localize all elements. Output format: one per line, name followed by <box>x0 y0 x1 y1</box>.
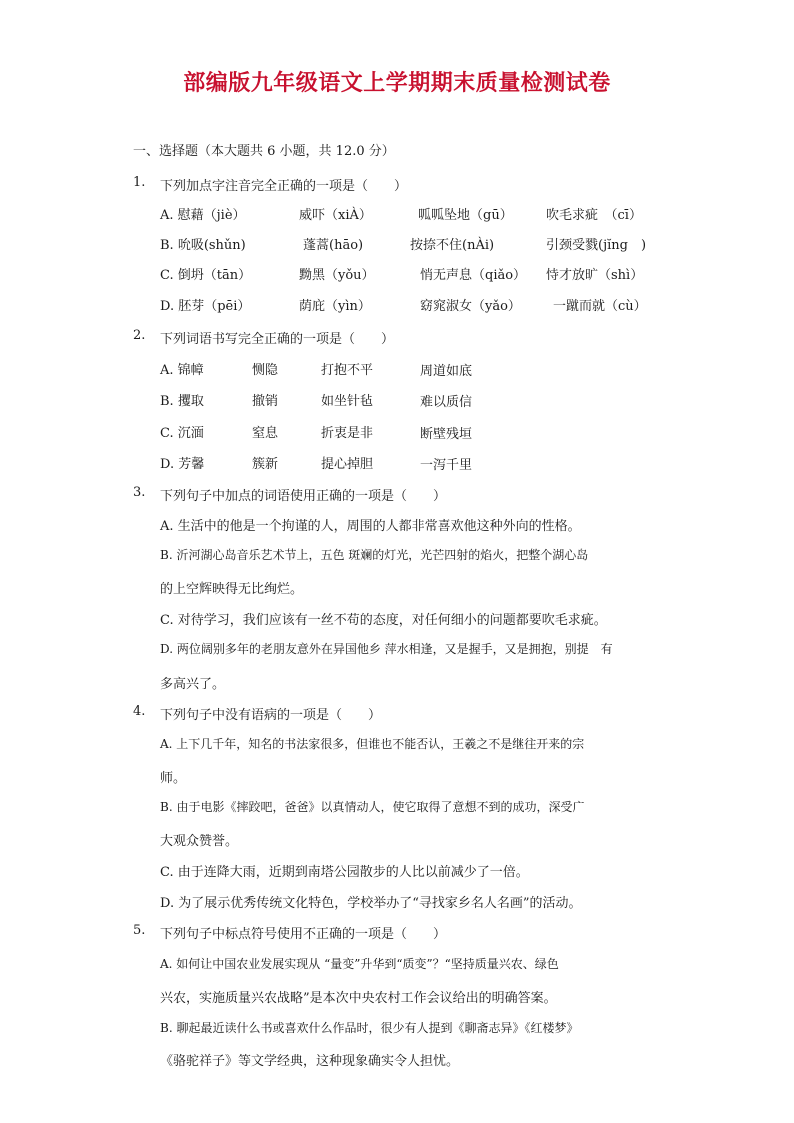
option-a-line-2: 兴农，实施质量兴农战略”是本次中央农村工作会议给出的明确答案。 <box>160 991 557 1006</box>
question-stem: 下列句子中加点的词语使用正确的一项是（ ） <box>160 489 447 504</box>
option-a-item-3: 打抱不平 <box>321 363 374 378</box>
question-number: 5. <box>133 923 146 938</box>
option-b-item-1: B. 吮吸(shǔn) <box>160 238 246 253</box>
option-b-line-2: 的上空辉映得无比绚烂。 <box>160 582 304 597</box>
option-a-line-1: A. 上下几千年，知名的书法家很多，但谁也不能否认，王羲之不是继往开来的宗 <box>160 737 585 751</box>
option-a: A. 生活中的他是一个拘谨的人，周围的人都非常喜欢他这种外向的性格。 <box>160 519 581 534</box>
option-a-item-1: A. 慰藉（jiè） <box>160 208 246 223</box>
option-b-item-3: 按捺不住(nÀi) <box>410 238 495 253</box>
option-b-item-4: 引颈受戮(jĭng ) <box>546 238 647 253</box>
option-b-item-3: 如坐针毡 <box>321 394 374 409</box>
option-c-item-2: 黝黑（yǒu） <box>299 268 375 283</box>
option-c-item-2: 窒息 <box>252 426 279 441</box>
question-stem: 下列句子中标点符号使用不正确的一项是（ ） <box>160 927 447 942</box>
question-number: 3. <box>133 485 146 500</box>
option-c-item-1: C. 沉湎 <box>160 426 204 441</box>
option-c: C. 由于连降大雨，近期到南塔公园散步的人比以前减少了一倍。 <box>160 865 529 880</box>
question-number: 1. <box>133 175 146 190</box>
option-b-line-1: B. 聊起最近读什么书或喜欢什么作品时，很少有人提到《聊斋志异》《红楼梦》 <box>160 1021 579 1035</box>
option-a-item-4: 吹毛求疵 （cī） <box>546 208 642 223</box>
option-b-item-2: 蓬蒿(hāo) <box>303 238 364 253</box>
question-number: 4. <box>133 704 146 719</box>
option-a-line-2: 师。 <box>160 771 187 786</box>
question-stem: 下列加点字注音完全正确的一项是（ ） <box>160 179 408 194</box>
option-d-line-2: 多高兴了。 <box>160 677 226 692</box>
section-heading: 一、选择题（本大题共 6 小题，共 12.0 分） <box>133 144 395 159</box>
option-c: C. 对待学习，我们应该有一丝不苟的态度，对任何细小的问题都要吹毛求疵。 <box>160 613 607 628</box>
option-a-item-2: 恻隐 <box>252 363 279 378</box>
option-b-item-4: 难以质信 <box>420 395 473 410</box>
option-a-line-1: A. 如何让中国农业发展实现从 “量变”升华到“质变”？“坚持质量兴农、绿色 <box>160 957 559 971</box>
option-a-item-4: 周道如底 <box>420 364 473 379</box>
option-d-line-1: D. 两位阔别多年的老朋友意外在异国他乡 萍水相逢，又是握手，又是拥抱，别提 有 <box>160 642 613 656</box>
question-stem: 下列词语书写完全正确的一项是（ ） <box>160 332 395 347</box>
option-a-item-1: A. 锦幛 <box>160 363 204 378</box>
option-a-item-3: 呱呱坠地（gū） <box>418 208 513 223</box>
option-b-line-2: 大观众赞誉。 <box>160 834 239 849</box>
option-c-item-4: 断壁残垣 <box>420 427 473 442</box>
option-a-item-2: 威吓（xiÀ） <box>299 208 372 223</box>
option-d-item-4: 一蹴而就（cù） <box>553 299 647 314</box>
option-d-item-3: 提心掉胆 <box>321 457 374 472</box>
option-d: D. 为了展示优秀传统文化特色，学校举办了“寻找家乡名人名画”的活动。 <box>160 896 582 911</box>
option-c-item-1: C. 倒坍（tān） <box>160 268 252 283</box>
option-d-item-2: 荫庇（yìn） <box>299 299 371 314</box>
option-d-item-1: D. 芳馨 <box>160 457 205 472</box>
option-d-item-1: D. 胚芽（pēi） <box>160 299 251 314</box>
option-d-item-4: 一泻千里 <box>420 458 473 473</box>
option-b-line-1: B. 沂河湖心岛音乐艺术节上，五色 斑斓的灯光，光芒四射的焰火，把整个湖心岛 <box>160 548 589 562</box>
option-c-item-4: 恃才放旷（shì） <box>546 268 644 283</box>
question-stem: 下列句子中没有语病的一项是（ ） <box>160 708 382 723</box>
page-title: 部编版九年级语文上学期期末质量检测试卷 <box>183 71 611 96</box>
option-c-item-3: 折衷是非 <box>321 426 374 441</box>
option-b-line-2: 《骆驼祥子》等文学经典，这种现象确实令人担忧。 <box>160 1054 460 1069</box>
option-b-line-1: B. 由于电影《摔跤吧，爸爸》以真情动人，使它取得了意想不到的成功，深受广 <box>160 800 585 814</box>
option-b-item-2: 撤销 <box>252 394 279 409</box>
question-number: 2. <box>133 328 146 343</box>
option-b-item-1: B. 攫取 <box>160 394 204 409</box>
option-c-item-3: 悄无声息（qiǎo） <box>420 268 527 283</box>
option-d-item-3: 窈窕淑女（yǎo） <box>420 299 521 314</box>
option-d-item-2: 簇新 <box>252 457 279 472</box>
